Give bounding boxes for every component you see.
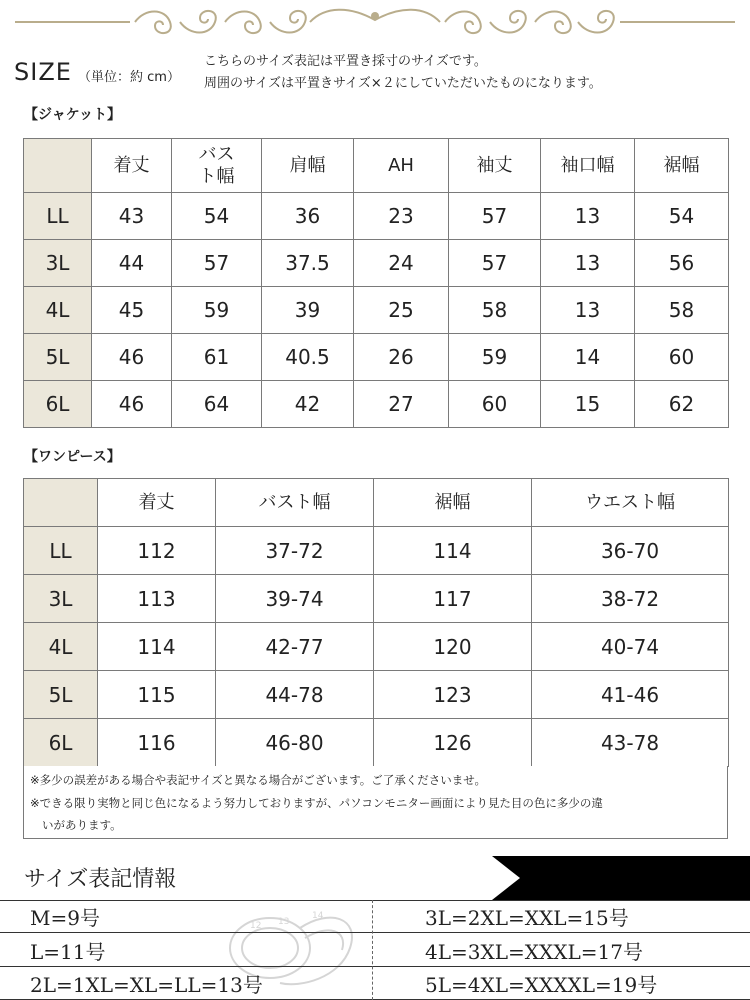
jacket-cell: 36 <box>262 193 354 240</box>
dress-cell: 41-46 <box>532 671 729 719</box>
footnote-3: いがあります。 <box>42 818 122 832</box>
dress-cell: 126 <box>374 719 532 767</box>
dress-cell: 116 <box>98 719 216 767</box>
jacket-header-row <box>24 139 729 193</box>
dress-cell: 38-72 <box>532 575 729 623</box>
size-info-left-2: L=11号 <box>30 940 106 964</box>
measurement-note-1: こちらのサイズ表記は平置き採寸のサイズです。 <box>204 54 487 69</box>
jacket-size-label: 4L <box>24 287 92 334</box>
measurement-note-2: 周囲のサイズは平置きサイズ×２にしていただいたものになります。 <box>204 76 602 91</box>
size-info-left-3: 2L=1XL=XL=LL=13号 <box>30 973 263 997</box>
jacket-row <box>24 334 729 381</box>
jacket-col-sleeve: 袖丈 <box>449 139 541 193</box>
dress-col-waist: ウエスト幅 <box>532 479 729 527</box>
dress-size-label: LL <box>24 527 98 575</box>
size-unit: （単位：約 cm） <box>78 70 180 85</box>
dress-section-label: 【ワンピース】 <box>24 449 121 465</box>
decorative-ornament-border <box>10 4 740 38</box>
jacket-col-hem: 裾幅 <box>635 139 729 193</box>
dress-cell: 44-78 <box>216 671 374 719</box>
jacket-size-label: 3L <box>24 240 92 287</box>
size-title: SIZE <box>14 58 72 86</box>
dress-col-bust: バスト幅 <box>216 479 374 527</box>
dress-row <box>24 623 729 671</box>
jacket-cell: 14 <box>541 334 635 381</box>
jacket-cell: 26 <box>354 334 449 381</box>
size-info-right-1: 3L=2XL=XXL=15号 <box>425 906 629 930</box>
dress-size-label: 3L <box>24 575 98 623</box>
grid-line-top <box>0 900 750 901</box>
footnote-1: ※多少の誤差がある場合や表記サイズと異なる場合がございます。ご了承くださいませ。 <box>30 773 486 787</box>
grid-divider <box>372 900 373 1000</box>
jacket-cell: 37.5 <box>262 240 354 287</box>
dress-cell: 112 <box>98 527 216 575</box>
dress-row <box>24 527 729 575</box>
dress-cell: 123 <box>374 671 532 719</box>
svg-text:14: 14 <box>312 911 324 921</box>
jacket-col-cuff: 袖口幅 <box>541 139 635 193</box>
dress-cell: 114 <box>98 623 216 671</box>
grid-line-1 <box>0 932 750 933</box>
jacket-cell: 45 <box>92 287 172 334</box>
dress-size-label: 4L <box>24 623 98 671</box>
dress-size-label: 6L <box>24 719 98 767</box>
jacket-cell: 56 <box>635 240 729 287</box>
size-info-title: サイズ表記情報 <box>24 867 177 892</box>
jacket-cell: 46 <box>92 381 172 428</box>
jacket-cell: 54 <box>635 193 729 240</box>
dress-cell: 46-80 <box>216 719 374 767</box>
dress-cell: 40-74 <box>532 623 729 671</box>
jacket-cell: 64 <box>172 381 262 428</box>
dress-row <box>24 671 729 719</box>
dress-cell: 37-72 <box>216 527 374 575</box>
jacket-cell: 58 <box>635 287 729 334</box>
jacket-cell: 46 <box>92 334 172 381</box>
svg-text:13: 13 <box>278 917 290 927</box>
jacket-cell: 58 <box>449 287 541 334</box>
jacket-cell: 13 <box>541 240 635 287</box>
jacket-cell: 59 <box>172 287 262 334</box>
jacket-cell: 27 <box>354 381 449 428</box>
jacket-cell: 57 <box>449 193 541 240</box>
dress-size-label: 5L <box>24 671 98 719</box>
footnote-2: ※できる限り実物と同じ色になるよう努力しておりますが、パソコンモニター画面により見た目の色に多少の違 <box>30 796 603 810</box>
jacket-cell: 42 <box>262 381 354 428</box>
dress-row <box>24 719 729 767</box>
size-info-right-3: 5L=4XL=XXXXL=19号 <box>425 973 658 997</box>
jacket-cell: 24 <box>354 240 449 287</box>
jacket-cell: 25 <box>354 287 449 334</box>
jacket-section-label: 【ジャケット】 <box>24 107 122 123</box>
dress-cell: 120 <box>374 623 532 671</box>
jacket-cell: 13 <box>541 287 635 334</box>
dress-cell: 115 <box>98 671 216 719</box>
jacket-row <box>24 381 729 428</box>
dress-cell: 117 <box>374 575 532 623</box>
dress-col-hem: 裾幅 <box>374 479 532 527</box>
dress-cell: 43-78 <box>532 719 729 767</box>
dress-row <box>24 575 729 623</box>
jacket-col-length: 着丈 <box>92 139 172 193</box>
jacket-row <box>24 287 729 334</box>
dress-size-table <box>23 478 729 767</box>
size-info-right-2: 4L=3XL=XXXL=17号 <box>425 940 643 964</box>
jacket-size-label: 6L <box>24 381 92 428</box>
jacket-size-label: 5L <box>24 334 92 381</box>
jacket-cell: 60 <box>449 381 541 428</box>
jacket-cell: 39 <box>262 287 354 334</box>
jacket-corner-cell <box>24 139 92 193</box>
jacket-col-bust-label: バスト幅 <box>198 143 235 187</box>
size-info-left-1: M=9号 <box>30 906 100 930</box>
size-info-grid <box>0 900 750 1000</box>
jacket-row <box>24 240 729 287</box>
jacket-cell: 40.5 <box>262 334 354 381</box>
svg-text:12: 12 <box>250 921 262 931</box>
dress-cell: 114 <box>374 527 532 575</box>
dress-col-length: 着丈 <box>98 479 216 527</box>
jacket-cell: 61 <box>172 334 262 381</box>
jacket-row <box>24 193 729 240</box>
dress-cell: 36-70 <box>532 527 729 575</box>
dress-cell: 42-77 <box>216 623 374 671</box>
jacket-cell: 57 <box>449 240 541 287</box>
jacket-col-bust <box>172 139 262 193</box>
footnotes-box <box>23 766 728 839</box>
dress-corner-cell <box>24 479 98 527</box>
jacket-size-label: LL <box>24 193 92 240</box>
dress-header-row <box>24 479 729 527</box>
jacket-cell: 43 <box>92 193 172 240</box>
grid-line-2 <box>0 966 750 967</box>
jacket-cell: 54 <box>172 193 262 240</box>
jacket-cell: 57 <box>172 240 262 287</box>
jacket-cell: 62 <box>635 381 729 428</box>
dress-cell: 39-74 <box>216 575 374 623</box>
jacket-cell: 59 <box>449 334 541 381</box>
jacket-cell: 15 <box>541 381 635 428</box>
jacket-cell: 23 <box>354 193 449 240</box>
jacket-col-shoulder: 肩幅 <box>262 139 354 193</box>
jacket-cell: 60 <box>635 334 729 381</box>
jacket-col-ah: AH <box>354 139 449 193</box>
jacket-cell: 13 <box>541 193 635 240</box>
jacket-size-table <box>23 138 729 428</box>
jacket-cell: 44 <box>92 240 172 287</box>
dress-cell: 113 <box>98 575 216 623</box>
